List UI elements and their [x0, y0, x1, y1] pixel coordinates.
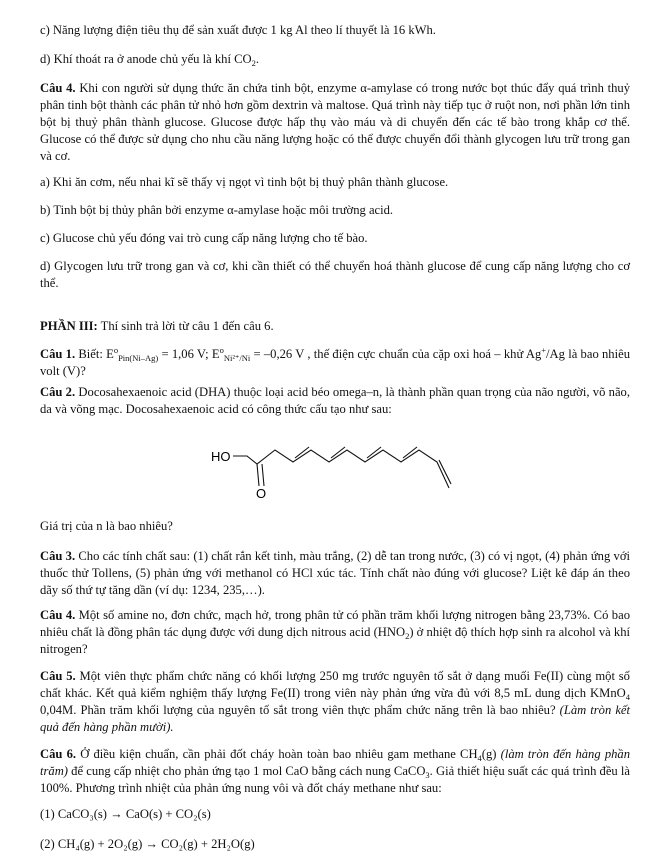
part3-question-2: Câu 2. Docosahexaenoic acid (DHA) thuộc loại acid béo omega–n, là thành phần quan trọng của não người, võ não, da và võng mạc. Docosahexaenoic acid có công thức cấu tạo như sau: — [40, 385, 630, 416]
q4-option-c: c) Glucose chủ yếu đóng vai trò cung cấp năng lượng cho tế bào. — [40, 231, 368, 245]
dha-structure-diagram — [205, 432, 465, 512]
option-c-previous: c) Năng lượng điện tiêu thụ để sản xuất được 1 kg Al theo lí thuyết là 16 kWh. — [40, 23, 436, 37]
part3-question-3: Câu 3. Cho các tính chất sau: (1) chất rắn kết tinh, màu trắng, (2) dễ tan trong nước, (3) có vị ngọt, (4) phản ứng với thuốc thử Tollens, (5) phản ứng với methanol có HCl xúc tác. Tính chất nào đúng với glucose? Liệt kê đáp án theo dãy số thứ tự tăng dần (ví dụ: 1234, 235,…). — [40, 549, 630, 597]
equation-1: (1) CaCO₃(s) → CaO(s) + CO₂(s) — [40, 807, 211, 821]
part3-question-4: Câu 4. Một số amine no, đơn chức, mạch hở, trong phân tử có phần trăm khối lượng nitrogen bằng 23,73%. Có bao nhiêu chất là đồng phân tác dụng được với dung dịch nitrous acid $(HNO_2)$ ở nhiệt độ thích hợp sinh ra alcohol và khí nitrogen? — [40, 608, 630, 656]
question-label: Câu 4. — [40, 81, 76, 95]
equation-2: (2) CH₄(g) + 2O₂(g) → CO₂(g) + 2H₂O(g) — [40, 837, 255, 851]
part3-question-1: Câu 1. Biết: $E^o_{Pin(Ni-Ag)} = 1,06$ V; $E^o_{Ni^{2+}/Ni} = -0,26$ V , thế điện cực chuẩn của cặp oxi hoá – khử Ag+/Ag là bao nhiêu volt (V)? — [40, 345, 630, 378]
part3-question-5: Câu 5. Một viên thực phẩm chức năng có khối lượng 250 mg trước nguyên tố sắt ở dạng muối Fe(II) cùng một số chất khác. Kết quả kiểm nghiệm thấy lượng Fe(II) trong viên này phản ứng vừa đủ với 8,5 mL dung dịch KMnO$_4$ 0,04M. Phần trăm khối lượng của nguyên tố sắt trong viên thực phẩm chức năng trên là bao nhiêu? (Làm tròn kết quả đến hàng phần mười). — [40, 669, 630, 734]
part3-question-6: Câu 6. Ở điều kiện chuẩn, cần phải đốt cháy hoàn toàn bao nhiêu gam methane $CH_4(g)$ (làm tròn đến hàng phần trăm) để cung cấp nhiệt cho phản ứng tạo 1 mol CaO bằng cách nung CaCO$_3$. Giả thiết hiệu suất các quá trình đều là 100%. Phương trình nhiệt của phản ứng nung vôi và đốt cháy methane như sau: — [40, 747, 631, 795]
q4-option-d: d) Glycogen lưu trữ trong gan và cơ, khi cần thiết có thể chuyển hoá thành glucose để cung cấp năng lượng cho cơ thể. — [40, 259, 630, 290]
hydroxyl-label: HO — [211, 449, 231, 464]
option-d-previous: d) Khí thoát ra ở anode chủ yếu là khí $CO_2$. — [40, 52, 260, 68]
carbonyl-oxygen-label: O — [256, 486, 267, 501]
question-4-part2: Câu 4. Khi con người sử dụng thức ăn chứa tinh bột, enzyme α-amylase có trong nước bọt thúc đẩy quá trình thuỷ phân tinh bột thành các phân tử nhỏ hơn gồm dextrin và maltose. Quá trình này tiếp tục ở ruột non, nơi phần lớn tinh bột bị thuỷ phân thành glucose. Glucose được hấp thụ vào máu và di chuyển đến các tế bào trong khắp cơ thể. Glucose có thể được sử dụng cho nhu cầu năng lượng hoặc có thể được chuyển đổi thành glycogen lưu trữ trong gan và cơ. — [40, 81, 630, 163]
part-3-heading: PHẦN III: Thí sinh trả lời từ câu 1 đến câu 6. — [40, 319, 274, 333]
q4-option-a: a) Khi ăn cơm, nếu nhai kĩ sẽ thấy vị ngọt vì tinh bột bị thuỷ phân thành glucose. — [40, 175, 449, 189]
q4-option-b: b) Tinh bột bị thủy phân bởi enzyme α-amylase hoặc môi trường acid. — [40, 203, 394, 217]
question-2-ask: Giá trị của n là bao nhiêu? — [40, 519, 173, 533]
